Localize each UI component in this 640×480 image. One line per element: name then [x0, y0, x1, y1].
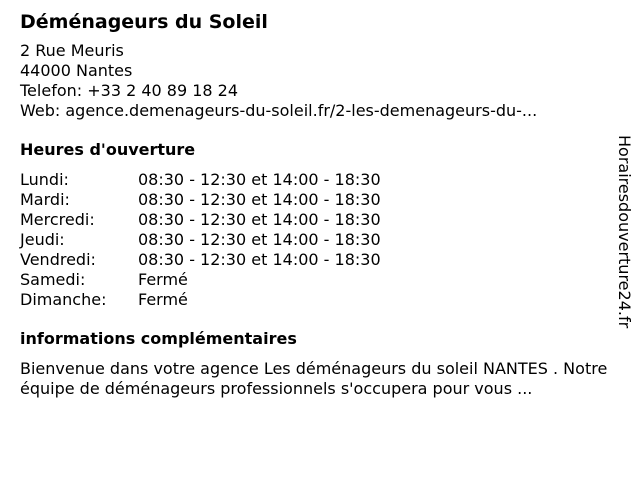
hours-day: Jeudi: [20, 230, 65, 249]
hours-row [20, 290, 610, 310]
hours-time: 08:30 - 12:30 et 14:00 - 18:30 [138, 190, 381, 209]
hours-row [20, 230, 610, 250]
hours-row [20, 210, 610, 230]
hours-day: Samedi: [20, 270, 86, 289]
hours-time: Fermé [138, 270, 188, 289]
hours-day: Mardi: [20, 190, 70, 209]
additional-info-text: Bienvenue dans votre agence Les déménageurs du soleil NANTES . Notre équipe de déménageurs professionnels s'occupera pour vous ... [20, 359, 608, 398]
additional-info-heading: informations complémentaires [20, 329, 297, 348]
hours-time: 08:30 - 12:30 et 14:00 - 18:30 [138, 250, 381, 269]
hours-day: Vendredi: [20, 250, 96, 269]
hours-time: 08:30 - 12:30 et 14:00 - 18:30 [138, 210, 381, 229]
hours-day: Lundi: [20, 170, 69, 189]
website-link[interactable]: Web: agence.demenageurs-du-soleil.fr/2-les-demenageurs-du-... [20, 101, 538, 120]
hours-row [20, 170, 610, 190]
address-street: 2 Rue Meuris [20, 41, 124, 60]
hours-time: Fermé [138, 290, 188, 309]
hours-row [20, 270, 610, 290]
business-card [20, 10, 610, 399]
opening-hours-heading: Heures d'ouverture [20, 140, 196, 159]
hours-day: Dimanche: [20, 290, 107, 309]
hours-time: 08:30 - 12:30 et 14:00 - 18:30 [138, 170, 381, 189]
site-watermark: Horairesdouverture24.fr [615, 135, 634, 329]
hours-day: Mercredi: [20, 210, 95, 229]
hours-row [20, 190, 610, 210]
opening-hours-table [20, 170, 610, 310]
hours-time: 08:30 - 12:30 et 14:00 - 18:30 [138, 230, 381, 249]
address-city: 44000 Nantes [20, 61, 133, 80]
business-name: Déménageurs du Soleil [20, 11, 268, 33]
phone-number[interactable]: Telefon: +33 2 40 89 18 24 [20, 81, 239, 100]
hours-row [20, 250, 610, 270]
